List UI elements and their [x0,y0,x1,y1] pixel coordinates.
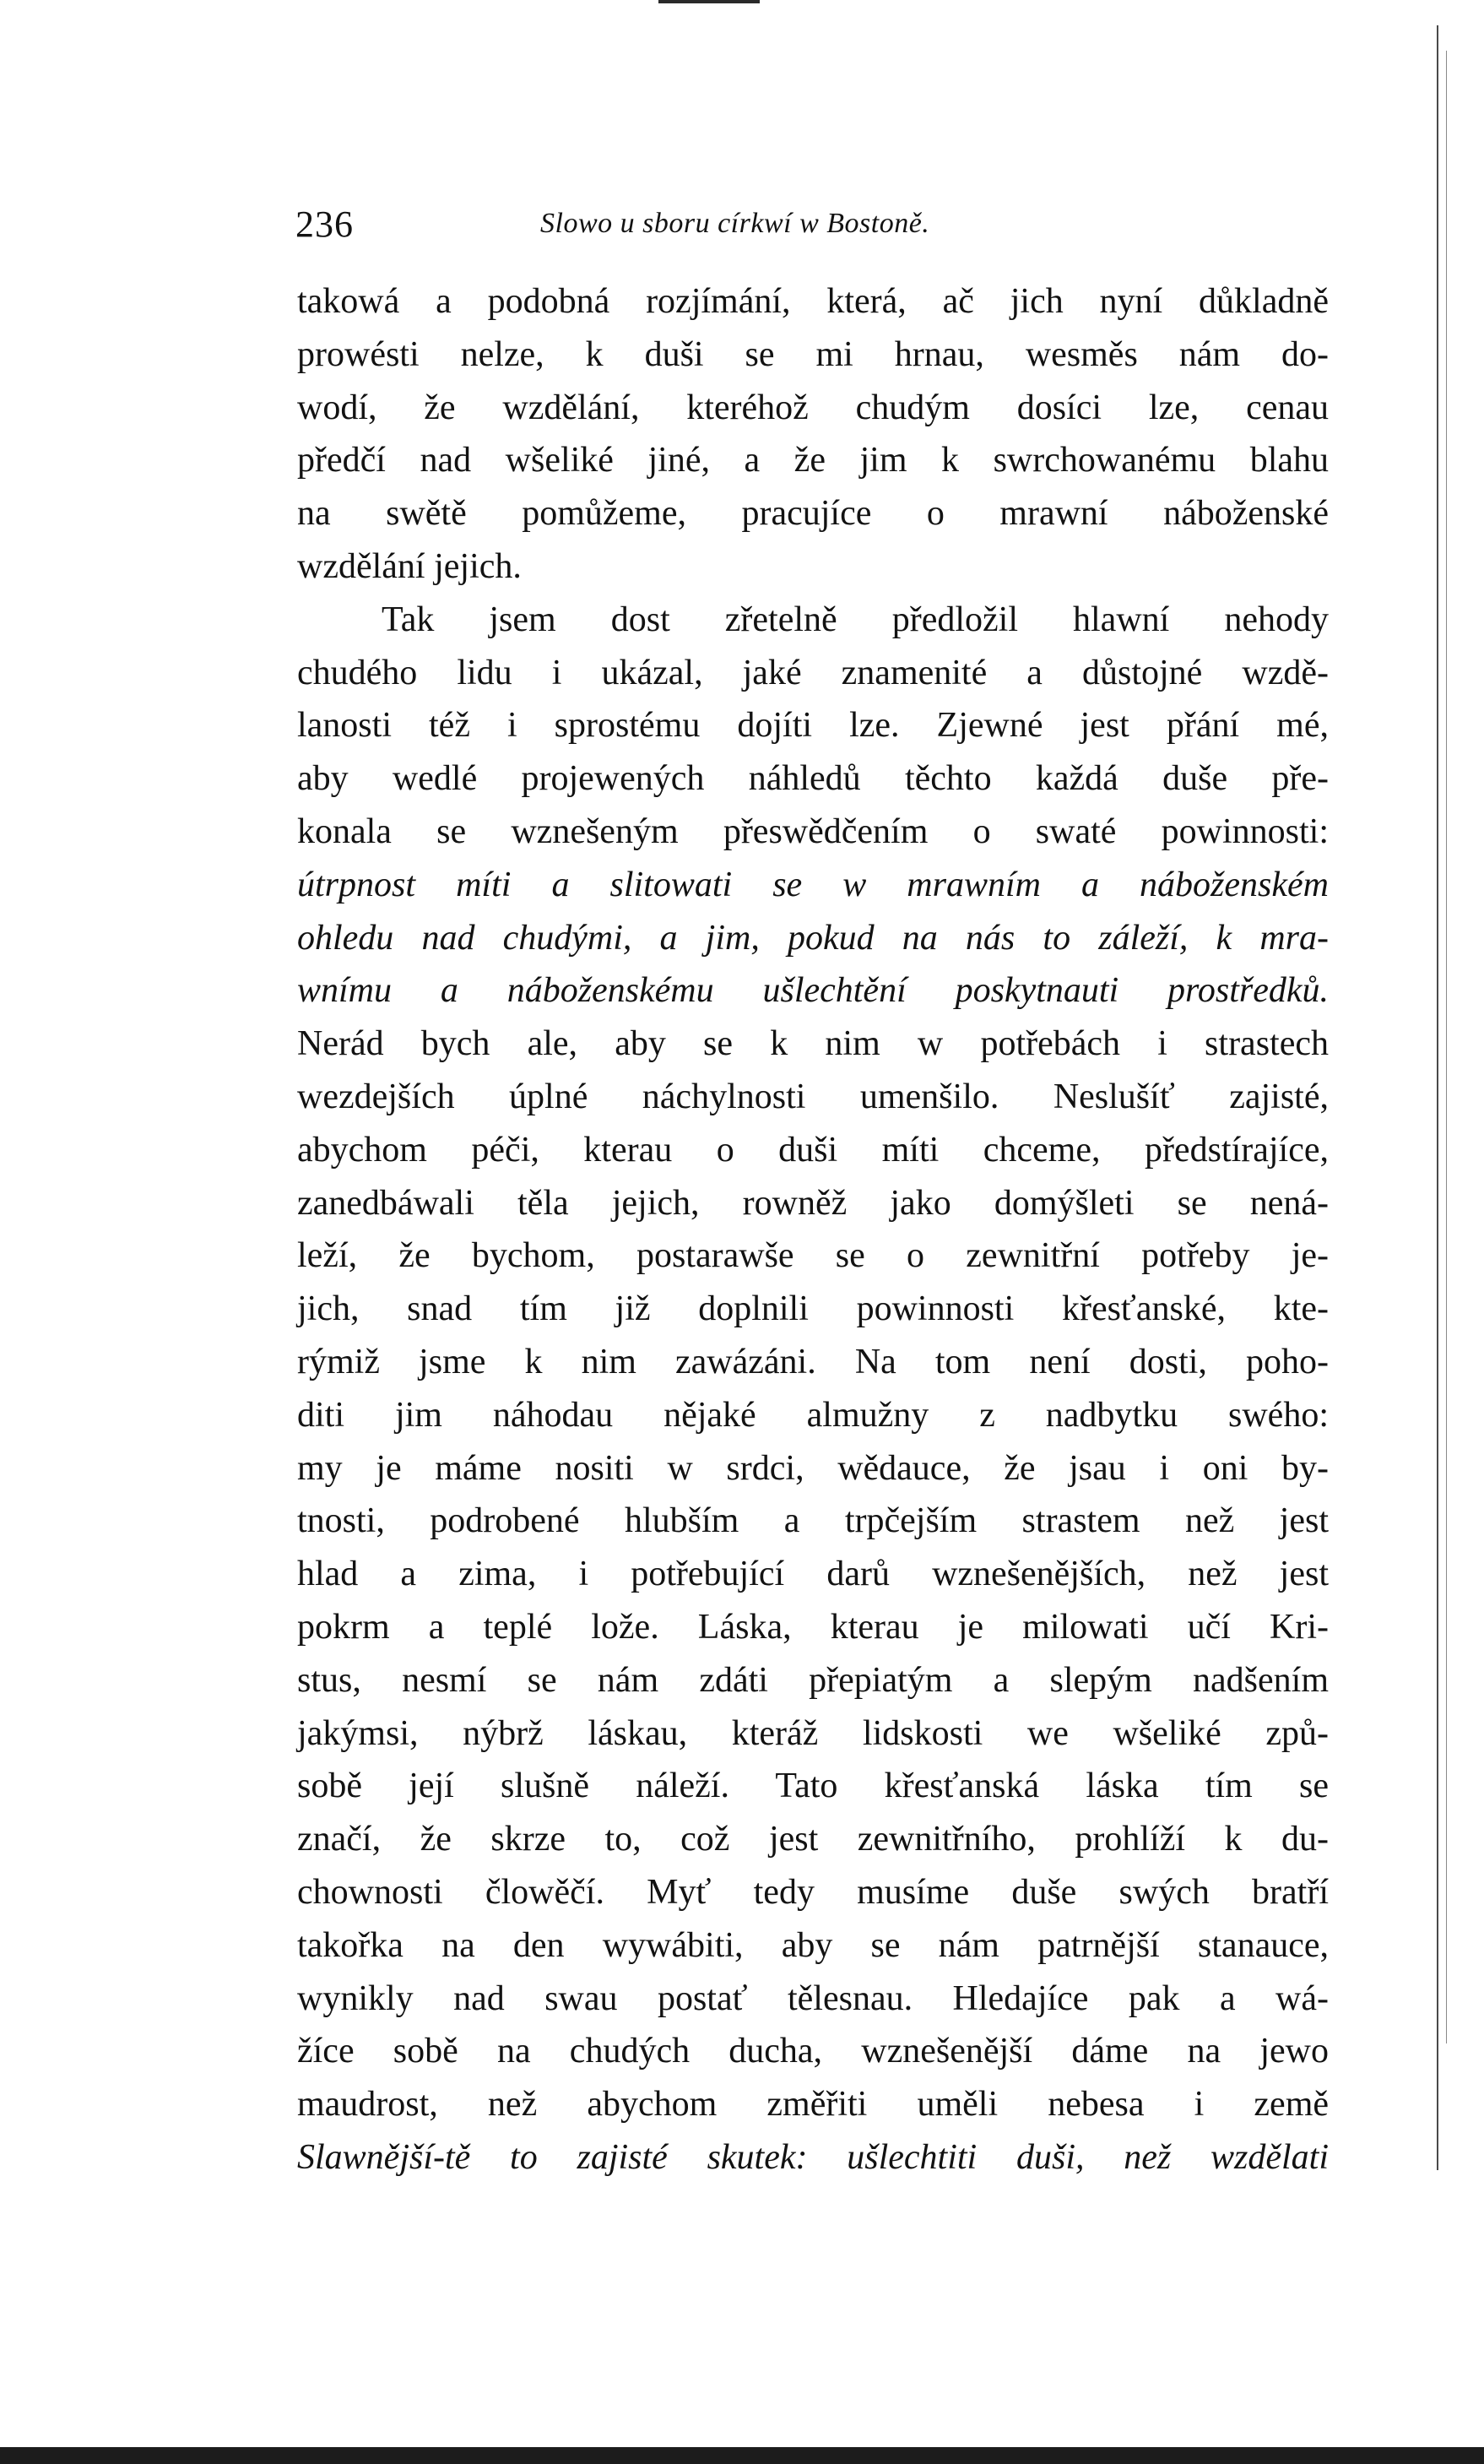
text-line-italic: wnímu a náboženskému ušlechtění poskytnauti prostředků. [297,971,1329,1011]
text-line-italic: útrpnost míti a slitowati se w mrawním a náboženském [297,865,1329,904]
text-line-italic: ohledu nad chudými, a jim, pokud na nás to záleží, k mra- [297,918,1329,958]
text-line: sobě její slušně náleží. Tato křesťanská láska tím se [297,1767,1329,1806]
text-line: maudrost, než abychom změřiti uměli nebesa i země [297,2085,1329,2125]
text-line: zanedbáwali těla jejich, rowněž jako domýšleti se nená- [297,1183,1329,1223]
text-line: hlad a zima, i potřebující darů wznešenějších, než jest [297,1555,1329,1594]
body-text [297,275,1329,2184]
text-line: stus, nesmí se nám zdáti přepiatým a slepým nadšením [297,1660,1329,1700]
text-line: jich, snad tím již doplnili powinnosti křesťanské, kte- [297,1289,1329,1329]
text-line: wodí, že wzdělání, kteréhož chudým dosíci lze, cenau [297,388,1329,427]
text-line: lanosti též i sprostému dojíti lze. Zjewné jest přání mé, [297,706,1329,746]
text-line: žíce sobě na chudých ducha, wznešenější dáme na jewo [297,2032,1329,2071]
text-line: prowésti nelze, k duši se mi hrnau, wesměs nám do- [297,334,1329,374]
text-line: takořka na den wywábiti, aby se nám patrnější stanauce, [297,1925,1329,1965]
text-line: chudého lidu i ukázal, jaké znamenité a důstojné wzdě- [297,653,1329,692]
scan-artifact-right-edge-faint [1446,51,1447,2043]
text-line: wynikly nad swau postať tělesnau. Hledajíce pak a wá- [297,1978,1329,2018]
text-line: diti jim náhodau nějaké almužny z nadbytku swého: [297,1395,1329,1435]
text-line: tnosti, podrobené hlubším a trpčejším strastem než jest [297,1501,1329,1541]
scan-artifact-top [658,0,760,3]
text-line: značí, že skrze to, což jest zewnitřního, prohlíží k du- [297,1820,1329,1859]
text-line: předčí nad wšeliké jiné, a že jim k swrchowanému blahu [297,441,1329,480]
text-line: pokrm a teplé lože. Láska, kterau je milowati učí Kri- [297,1607,1329,1647]
text-line: abychom péči, kterau o duši míti chceme, předstírajíce, [297,1130,1329,1170]
text-line: wzdělání jejich. [297,546,522,586]
text-line: leží, že bychom, postarawše se o zewnitřní potřeby je- [297,1236,1329,1276]
text-line: wezdejších úplné náchylnosti umenšilo. Neslušíť zajisté, [297,1077,1329,1116]
page-header [295,203,1334,253]
text-line: jakýmsi, nýbrž láskau, kteráž lidskosti we wšeliké způ- [297,1713,1329,1753]
text-line: takowá a podobná rozjímání, která, ač jich nyní důkladně [297,282,1329,321]
scan-artifact-bottom [0,2447,1484,2464]
text-line: konala se wznešeným přeswědčením o swaté powinnosti: [297,811,1329,851]
text-line: rýmiž jsme k nim zawázáni. Na tom není dosti, poho- [297,1342,1329,1381]
text-line: na swětě pomůžeme, pracujíce o mrawní náboženské [297,494,1329,534]
text-line-italic: Slawnější-tě to zajisté skutek: ušlechtiti duši, než wzdělati [297,2137,1329,2177]
text-line: Nerád bych ale, aby se k nim w potřebách i strastech [297,1024,1329,1064]
text-line: aby wedlé projewených náhledů těchto každá duše pře- [297,759,1329,799]
running-head: Slowo u sboru církwí w Bostoně. [540,208,930,239]
scan-artifact-right-edge [1437,25,1438,2170]
page-number: 236 [295,204,354,245]
text-line: my je máme nositi w srdci, wědauce, že jsau i oni by- [297,1448,1329,1488]
text-line: chownosti člowěčí. Myť tedy musíme duše swých bratří [297,1872,1329,1912]
text-line-paragraph-start: Tak jsem dost zřetelně předložil hlawní nehody [382,600,1329,639]
